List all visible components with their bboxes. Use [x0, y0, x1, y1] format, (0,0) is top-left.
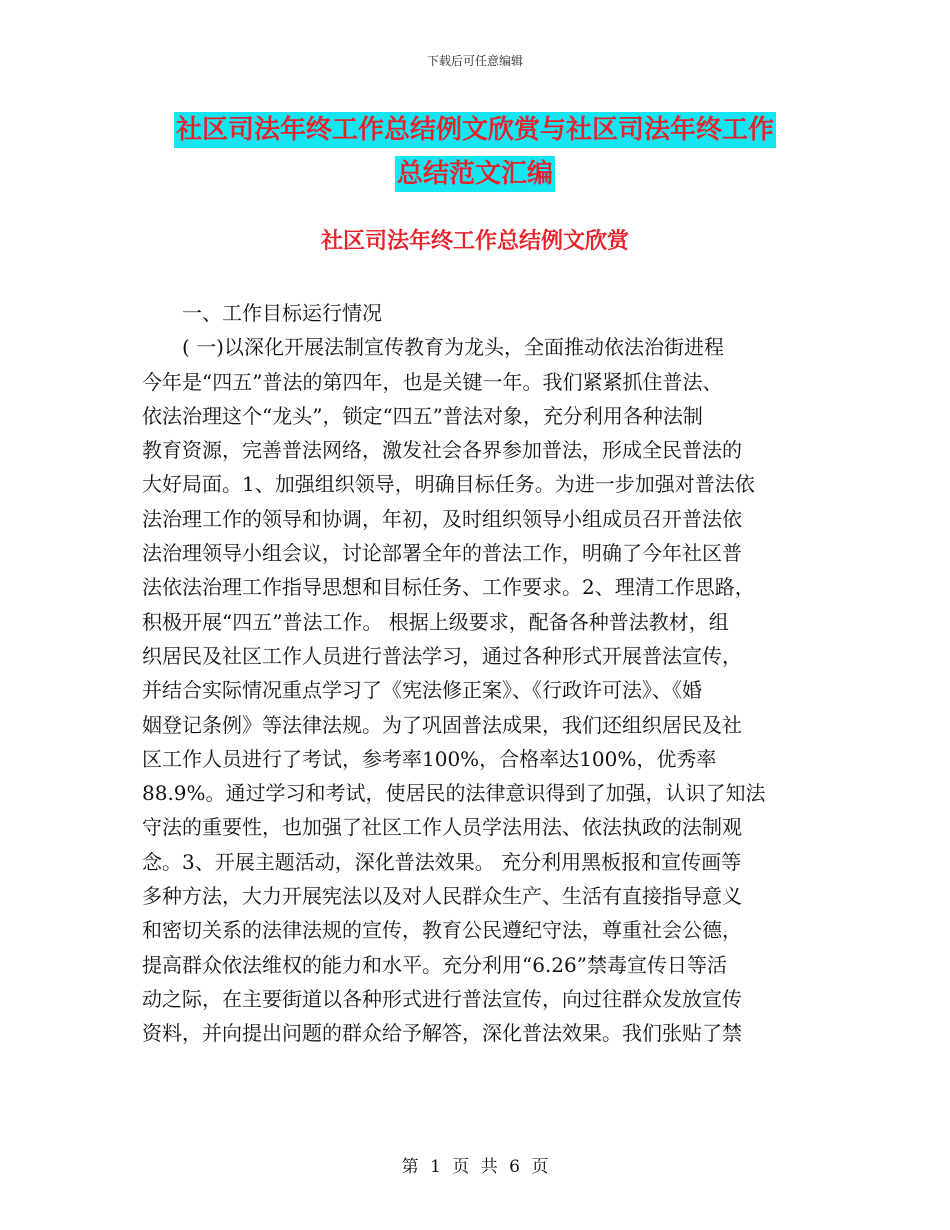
body-line: 今年是“四五”普法的第四年，也是关键一年。我们紧紧抓住普法、 — [142, 369, 723, 394]
title-line-1 — [0, 108, 950, 152]
body-line: 积极开展“四五”普法工作。 根据上级要求，配备各种普法教材，组 — [142, 609, 729, 634]
body-line: 资料，并向提出问题的群众给予解答，深化普法效果。我们张贴了禁 — [142, 1021, 742, 1046]
body-line: 88.9%。通过学习和考试，使居民的法律意识得到了加强，认识了知法 — [142, 781, 766, 806]
page-footer: 第 1 页 共 6 页 — [401, 1157, 549, 1177]
body-line: 大好局面。1、加强组织领导，明确目标任务。为进一步加强对普法依 — [142, 472, 755, 497]
body-line: 区工作人员进行了考试，参考率100%，合格率达100%，优秀率 — [142, 746, 717, 771]
body-line: 姻登记条例》等法律法规。为了巩固普法成果，我们还组织居民及社 — [142, 712, 742, 737]
body-line: 念。3、开展主题活动，深化普法效果。 充分利用黑板报和宣传画等 — [142, 849, 742, 874]
body-line: ( 一)以深化开展法制宣传教育为龙头，全面推动依法治街进程 — [182, 335, 724, 360]
document-title — [0, 108, 950, 196]
body-line: 教育资源，完善普法网络，激发社会各界参加普法，形成全民普法的 — [142, 438, 742, 463]
body-line: 并结合实际情况重点学习了《宪法修正案》、《行政许可法》、《婚 — [142, 678, 702, 703]
body-line: 守法的重要性，也加强了社区工作人员学法用法、依法执政的法制观 — [142, 815, 742, 840]
body-line: 织居民及社区工作人员进行普法学习，通过各种形式开展普法宣传， — [142, 643, 742, 668]
body-line: 和密切关系的法律法规的宣传，教育公民遵纪守法，尊重社会公德， — [142, 918, 742, 943]
body-line: 依法治理这个“龙头”，锁定“四五”普法对象，充分利用各种法制 — [142, 403, 703, 428]
title-highlight-2: 总结范文汇编 — [395, 156, 555, 192]
title-line-2 — [0, 152, 950, 196]
title-highlight-1: 社区司法年终工作总结例文欣赏与社区司法年终工作 — [174, 112, 776, 148]
section-title: 社区司法年终工作总结例文欣赏 — [320, 229, 629, 254]
body-line: 一、工作目标运行情况 — [182, 301, 382, 325]
body-line: 动之际，在主要街道以各种形式进行普法宣传，向过往群众发放宣传 — [142, 986, 742, 1011]
body-line: 法治理领导小组会议，讨论部署全年的普法工作，明确了今年社区普 — [142, 541, 742, 566]
body-line: 提高群众依法维权的能力和水平。充分利用“6.26”禁毒宣传日等活 — [142, 952, 727, 977]
body-line: 法依法治理工作指导思想和目标任务、工作要求。2、理清工作思路， — [142, 575, 755, 600]
header-note: 下载后可任意编辑 — [426, 54, 523, 68]
body-line: 多种方法，大力开展宪法以及对人民群众生产、生活有直接指导意义 — [142, 884, 742, 909]
body-line: 法治理工作的领导和协调，年初，及时组织领导小组成员召开普法依 — [142, 506, 742, 531]
body-text — [142, 296, 808, 1051]
